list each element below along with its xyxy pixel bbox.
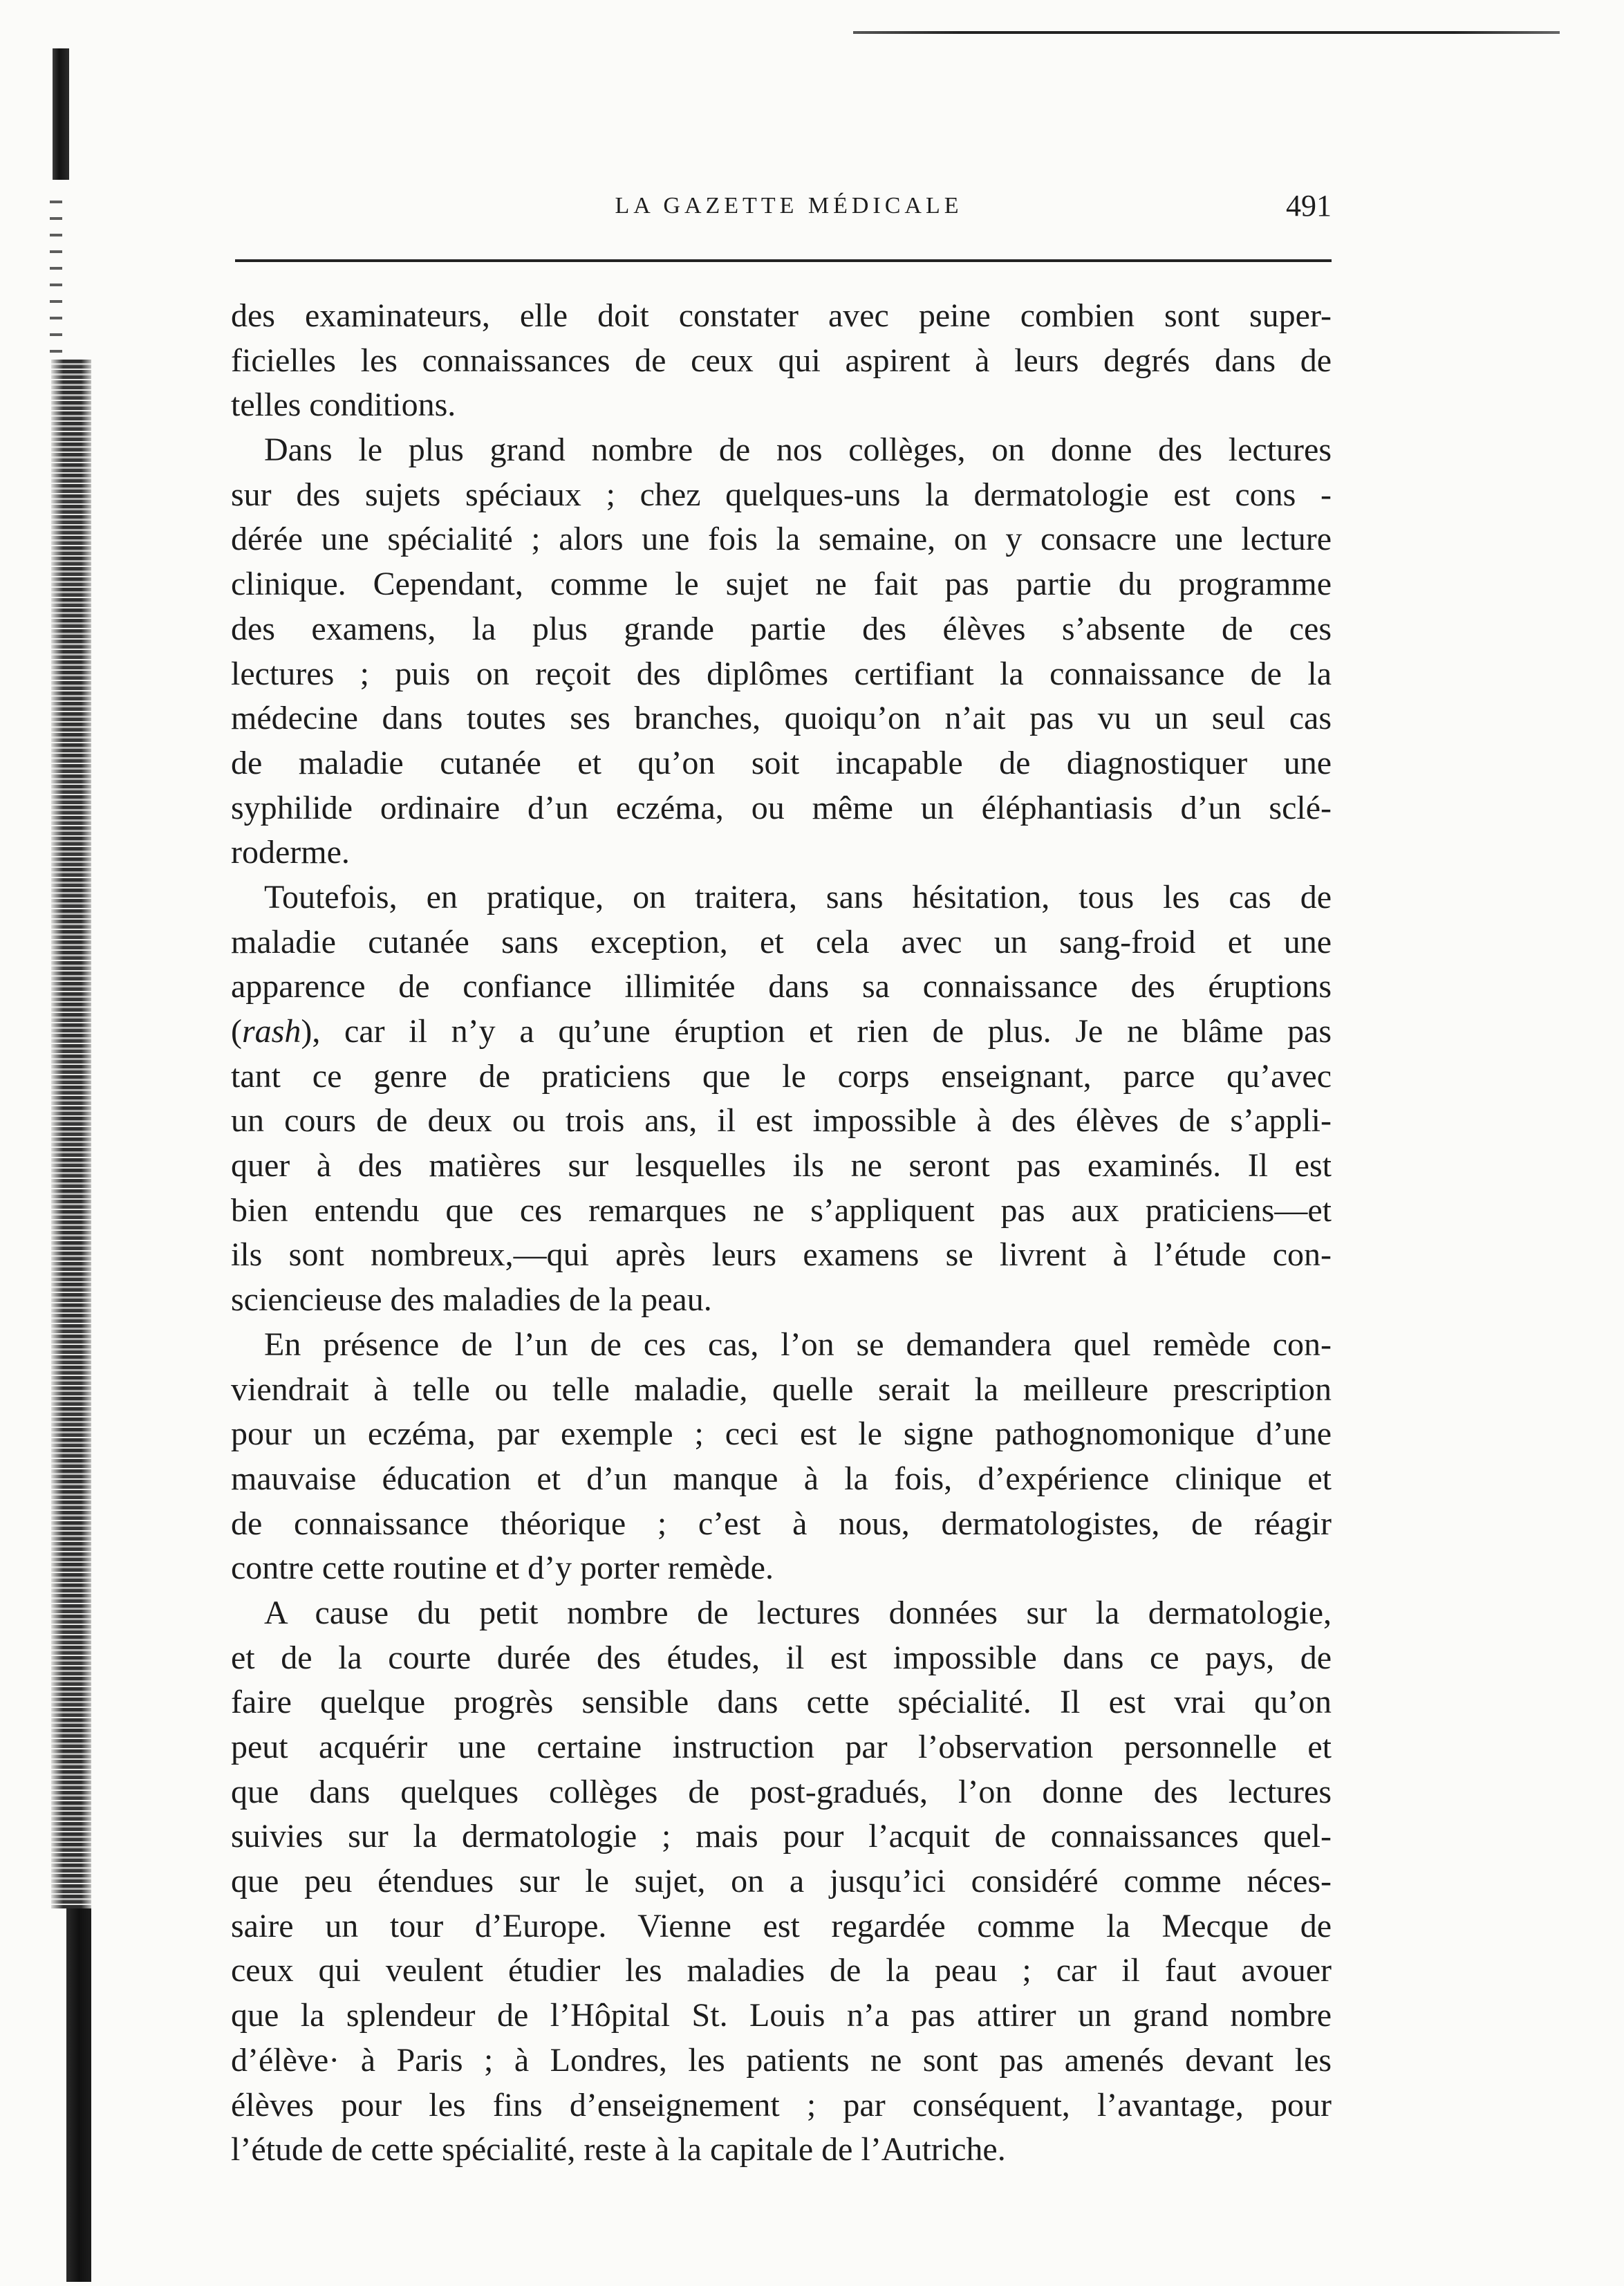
top-rule: [853, 31, 1560, 34]
text-line: bien entendu que ces remarques ne s’appliquent pas aux praticiens—et: [231, 1191, 1332, 1229]
binding-shadow-bottom: [66, 1908, 91, 2282]
text-line: d’élève· à Paris ; à Londres, les patients ne sont pas amenés devant les: [231, 2041, 1332, 2079]
text-line: que dans quelques collèges de post-gradués, l’on donne des lectures: [231, 1773, 1332, 1810]
text-line: suivies sur la dermatologie ; mais pour l’acquit de connaissances quel-: [231, 1818, 1332, 1855]
text-line: Toutefois, en pratique, on traitera, sans hésitation, tous les cas de: [264, 878, 1332, 916]
text-line: roderme.: [231, 834, 350, 871]
text-line: clinique. Cependant, comme le sujet ne fait pas partie du programme: [231, 566, 1332, 603]
text-line: que la splendeur de l’Hôpital St. Louis n’a pas attirer un grand nombre: [231, 1997, 1332, 2034]
text-line: dérée une spécialité ; alors une fois la semaine, on y consacre une lecture: [231, 521, 1332, 558]
italic-term: rash: [241, 1013, 301, 1050]
text-line: saire un tour d’Europe. Vienne est regardée comme la Mecque de: [231, 1907, 1332, 1944]
text-line: A cause du petit nombre de lectures données sur la dermatologie,: [264, 1594, 1332, 1631]
text-line: viendrait à telle ou telle maladie, quelle serait la meilleure prescription: [231, 1370, 1332, 1408]
binding-shadow-top: [53, 48, 69, 180]
text-line: et de la courte durée des études, il est impossible dans ce pays, de: [231, 1639, 1332, 1676]
paragraph: [231, 294, 1332, 428]
text-line: ils sont nombreux,—qui après leurs examens se livrent à l’étude con-: [231, 1236, 1332, 1274]
text-line: lectures ; puis on reçoit des diplômes certifiant la connaissance de la: [231, 655, 1332, 692]
text-line: de maladie cutanée et qu’on soit incapable de diagnostiquer une: [231, 744, 1332, 781]
paragraph: [231, 875, 1332, 1323]
text-line: [231, 1010, 1332, 1054]
text-line: contre cette routine et d’y porter remède.: [231, 1550, 774, 1587]
text-segment: ), car il n’y a qu’une éruption et rien de plus. Je ne blâme pas: [301, 1013, 1332, 1050]
body-text: [231, 294, 1332, 2173]
text-line: peut acquérir une certaine instruction par l’observation personnelle et: [231, 1729, 1332, 1765]
text-segment: (: [231, 1013, 242, 1050]
text-line: telles conditions.: [231, 387, 456, 424]
text-line: sciencieuse des maladies de la peau.: [231, 1281, 712, 1319]
binding-shadow-marks: [50, 201, 62, 353]
header-rule: [235, 259, 1332, 262]
text-line: Dans le plus grand nombre de nos collèges, on donne des lectures: [264, 431, 1332, 469]
running-header-title: LA GAZETTE MÉDICALE: [615, 193, 963, 219]
text-line: médecine dans toutes ses branches, quoiqu’on n’ait pas vu un seul cas: [231, 700, 1332, 737]
text-line: des examens, la plus grande partie des élèves s’absente de ces: [231, 610, 1332, 647]
paragraph: [231, 1591, 1332, 2173]
page-number: 491: [1286, 189, 1332, 223]
text-line: mauvaise éducation et d’un manque à la fois, d’expérience clinique et: [231, 1460, 1332, 1497]
text-line: syphilide ordinaire d’un eczéma, ou même un éléphantiasis d’un sclé-: [231, 789, 1332, 826]
text-line: quer à des matières sur lesquelles ils ne seront pas examinés. Il est: [231, 1147, 1332, 1184]
text-line: apparence de confiance illimitée dans sa connaissance des éruptions: [231, 968, 1332, 1005]
paragraph: [231, 428, 1332, 875]
text-line: élèves pour les fins d’enseignement ; par conséquent, l’avantage, pour: [231, 2086, 1332, 2124]
text-line: faire quelque progrès sensible dans cette spécialité. Il est vrai qu’on: [231, 1684, 1332, 1721]
text-line: sur des sujets spéciaux ; chez quelques-uns la dermatologie est cons -: [231, 476, 1332, 513]
text-line: ficielles les connaissances de ceux qui aspirent à leurs degrés dans de: [231, 342, 1332, 379]
text-line: ceux qui veulent étudier les maladies de la peau ; car il faut avouer: [231, 1952, 1332, 1989]
binding-shadow-band: [51, 360, 91, 1908]
text-line: de connaissance théorique ; c’est à nous, dermatologistes, de réagir: [231, 1505, 1332, 1542]
paragraph: [231, 1323, 1332, 1591]
text-line: pour un eczéma, par exemple ; ceci est le signe pathognomonique d’une: [231, 1415, 1332, 1453]
text-line: En présence de l’un de ces cas, l’on se demandera quel remède con-: [264, 1326, 1332, 1363]
text-line: des examinateurs, elle doit constater avec peine combien sont super-: [231, 297, 1332, 334]
text-line: l’étude de cette spécialité, reste à la capitale de l’Autriche.: [231, 2131, 1006, 2168]
text-line: maladie cutanée sans exception, et cela avec un sang-froid et une: [231, 923, 1332, 960]
text-line: un cours de deux ou trois ans, il est impossible à des élèves de s’appli-: [231, 1102, 1332, 1140]
text-line: tant ce genre de praticiens que le corps enseignant, parce qu’avec: [231, 1057, 1332, 1095]
text-line: que peu étendues sur le sujet, on a jusqu’ici considéré comme néces-: [231, 1863, 1332, 1900]
